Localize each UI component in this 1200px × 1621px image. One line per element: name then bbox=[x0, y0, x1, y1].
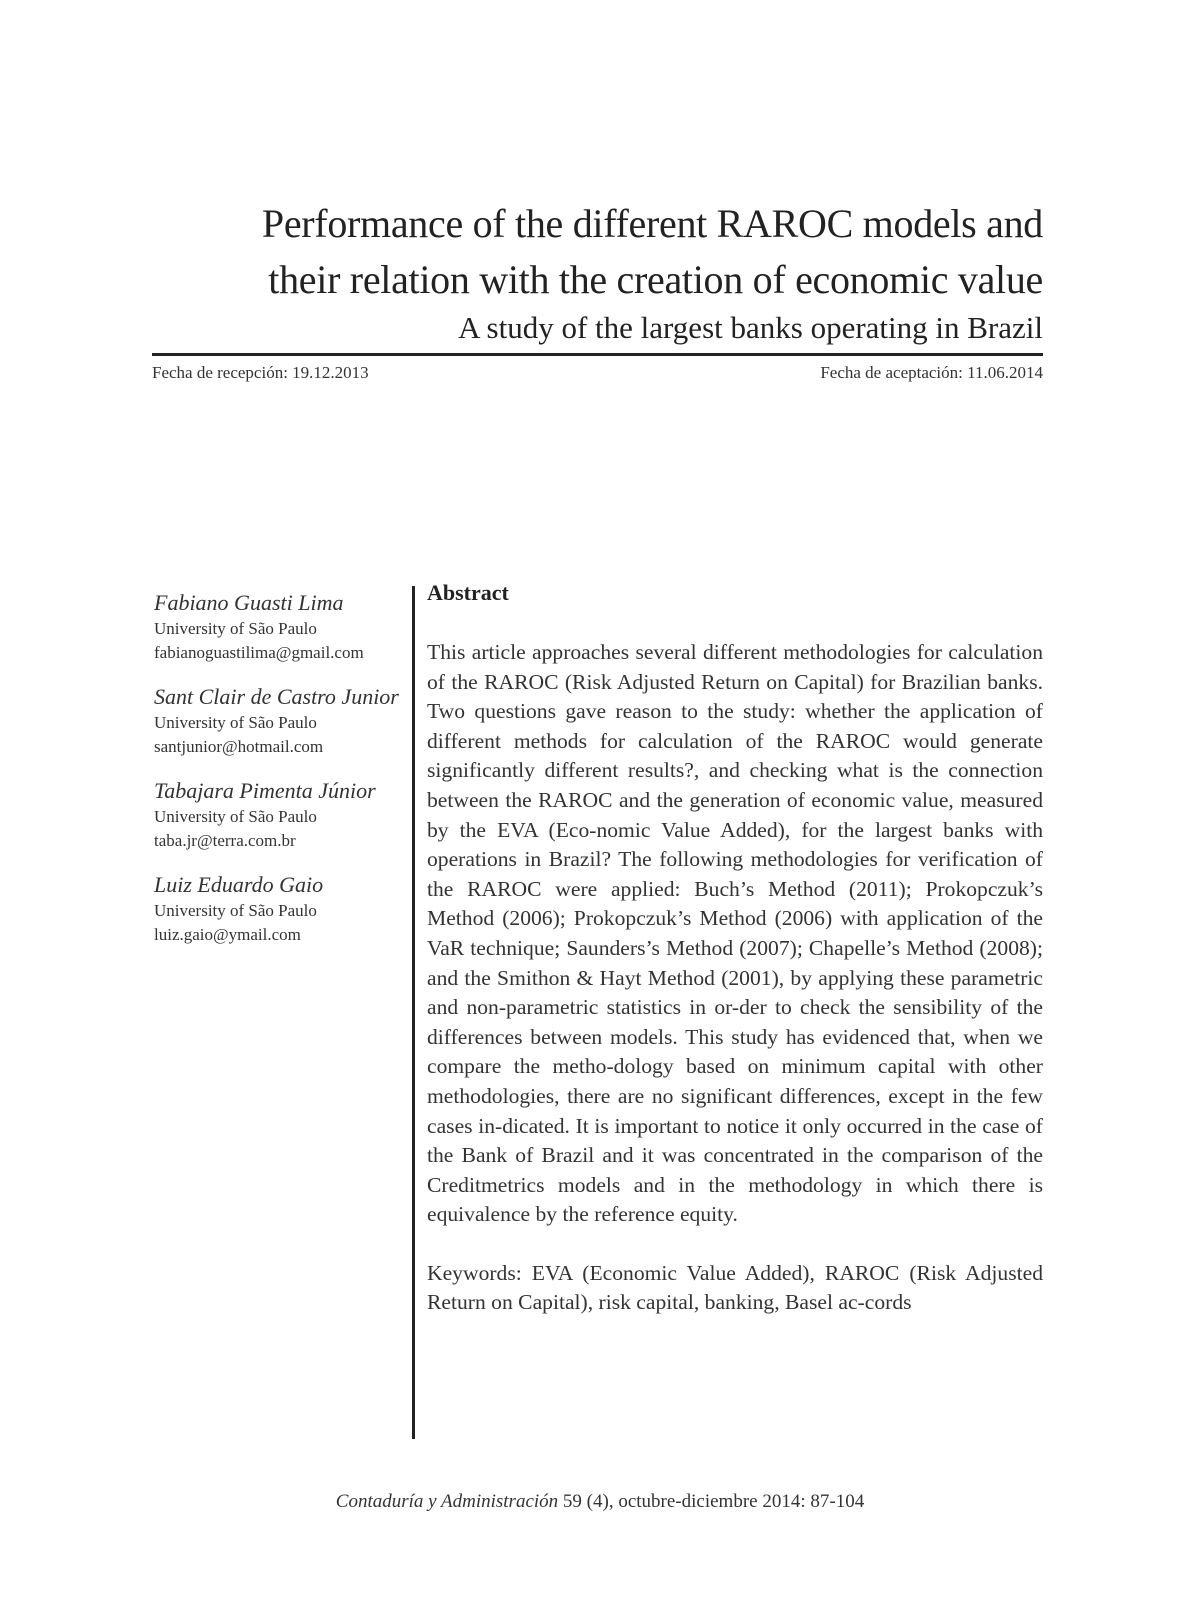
author-name: Tabajara Pimenta Júnior bbox=[154, 778, 376, 803]
author-entry bbox=[154, 870, 409, 947]
author-affiliation: University of São Paulo bbox=[154, 807, 317, 826]
abstract-heading: Abstract bbox=[427, 580, 509, 605]
reception-date: Fecha de recepción: 19.12.2013 bbox=[152, 363, 369, 382]
author-email: taba.jr@terra.com.br bbox=[154, 831, 296, 850]
article-title-block bbox=[150, 196, 1043, 348]
author-name: Sant Clair de Castro Junior bbox=[154, 684, 399, 709]
keywords: Keywords: EVA (Economic Value Added), RAROC (Risk Adjusted Return on Capital), risk capital, banking, Basel ac-cords bbox=[427, 1260, 1043, 1315]
author-entry bbox=[154, 588, 409, 665]
author-entry bbox=[154, 682, 409, 759]
acceptance-date: Fecha de aceptación: 11.06.2014 bbox=[820, 363, 1043, 382]
author-affiliation: University of São Paulo bbox=[154, 619, 317, 638]
column-divider bbox=[412, 586, 415, 1439]
title-divider bbox=[152, 353, 1043, 356]
author-name: Luiz Eduardo Gaio bbox=[154, 872, 324, 897]
article-title-line-2: their relation with the creation of economic value bbox=[268, 257, 1043, 302]
authors-column bbox=[154, 588, 409, 964]
journal-name: Contaduría y Administración bbox=[335, 1491, 559, 1512]
page-footer bbox=[0, 1489, 1200, 1515]
author-entry bbox=[154, 776, 409, 853]
journal-citation: 59 (4), octubre-diciembre 2014: 87-104 bbox=[558, 1491, 865, 1512]
article-subtitle: A study of the largest banks operating in Brazil bbox=[458, 310, 1043, 345]
author-email: fabianoguastilima@gmail.com bbox=[154, 643, 364, 662]
abstract-section bbox=[427, 578, 1043, 1318]
article-title-line-1: Performance of the different RAROC models and bbox=[261, 201, 1043, 246]
author-affiliation: University of São Paulo bbox=[154, 901, 317, 920]
author-email: santjunior@hotmail.com bbox=[154, 737, 324, 756]
author-name: Fabiano Guasti Lima bbox=[154, 590, 344, 615]
abstract-body: This article approaches several different methodologies for calculation of the RAROC (Risk Adjusted Return on Capital) for Brazilian banks. Two questions gave reason to the study: whether the application of different methods for calculation of the RAROC would generate significantly different results?, and checking what is the connection between the RAROC and the generation of economic value, measured by the EVA (Eco-nomic Value Added), for the largest banks with operations in Brazil? The following methodologies for verification of the RAROC were applied: Buch’s Method (2011); Prokopczuk’s Method (2006); Prokopczuk’s Method (2006) with application of the VaR technique; Saunders’s Method (2007); Chapelle’s Method (2008); and the Smithon & Hayt Method (2001), by applying these parametric and non-parametric statistics in or-der to check the sensibility of the differences between models. This study has evidenced that, when we compare the metho-dology based on minimum capital with other methodologies, there are no significant differences, except in the few cases in-dicated. It is important to notice it only occurred in the case of the Bank of Brazil and it was concentrated in the comparison of the Creditmetrics models and in the methodology in which there is equivalence by the reference equity. bbox=[427, 640, 1043, 1227]
author-email: luiz.gaio@ymail.com bbox=[154, 925, 301, 944]
author-affiliation: University of São Paulo bbox=[154, 713, 317, 732]
